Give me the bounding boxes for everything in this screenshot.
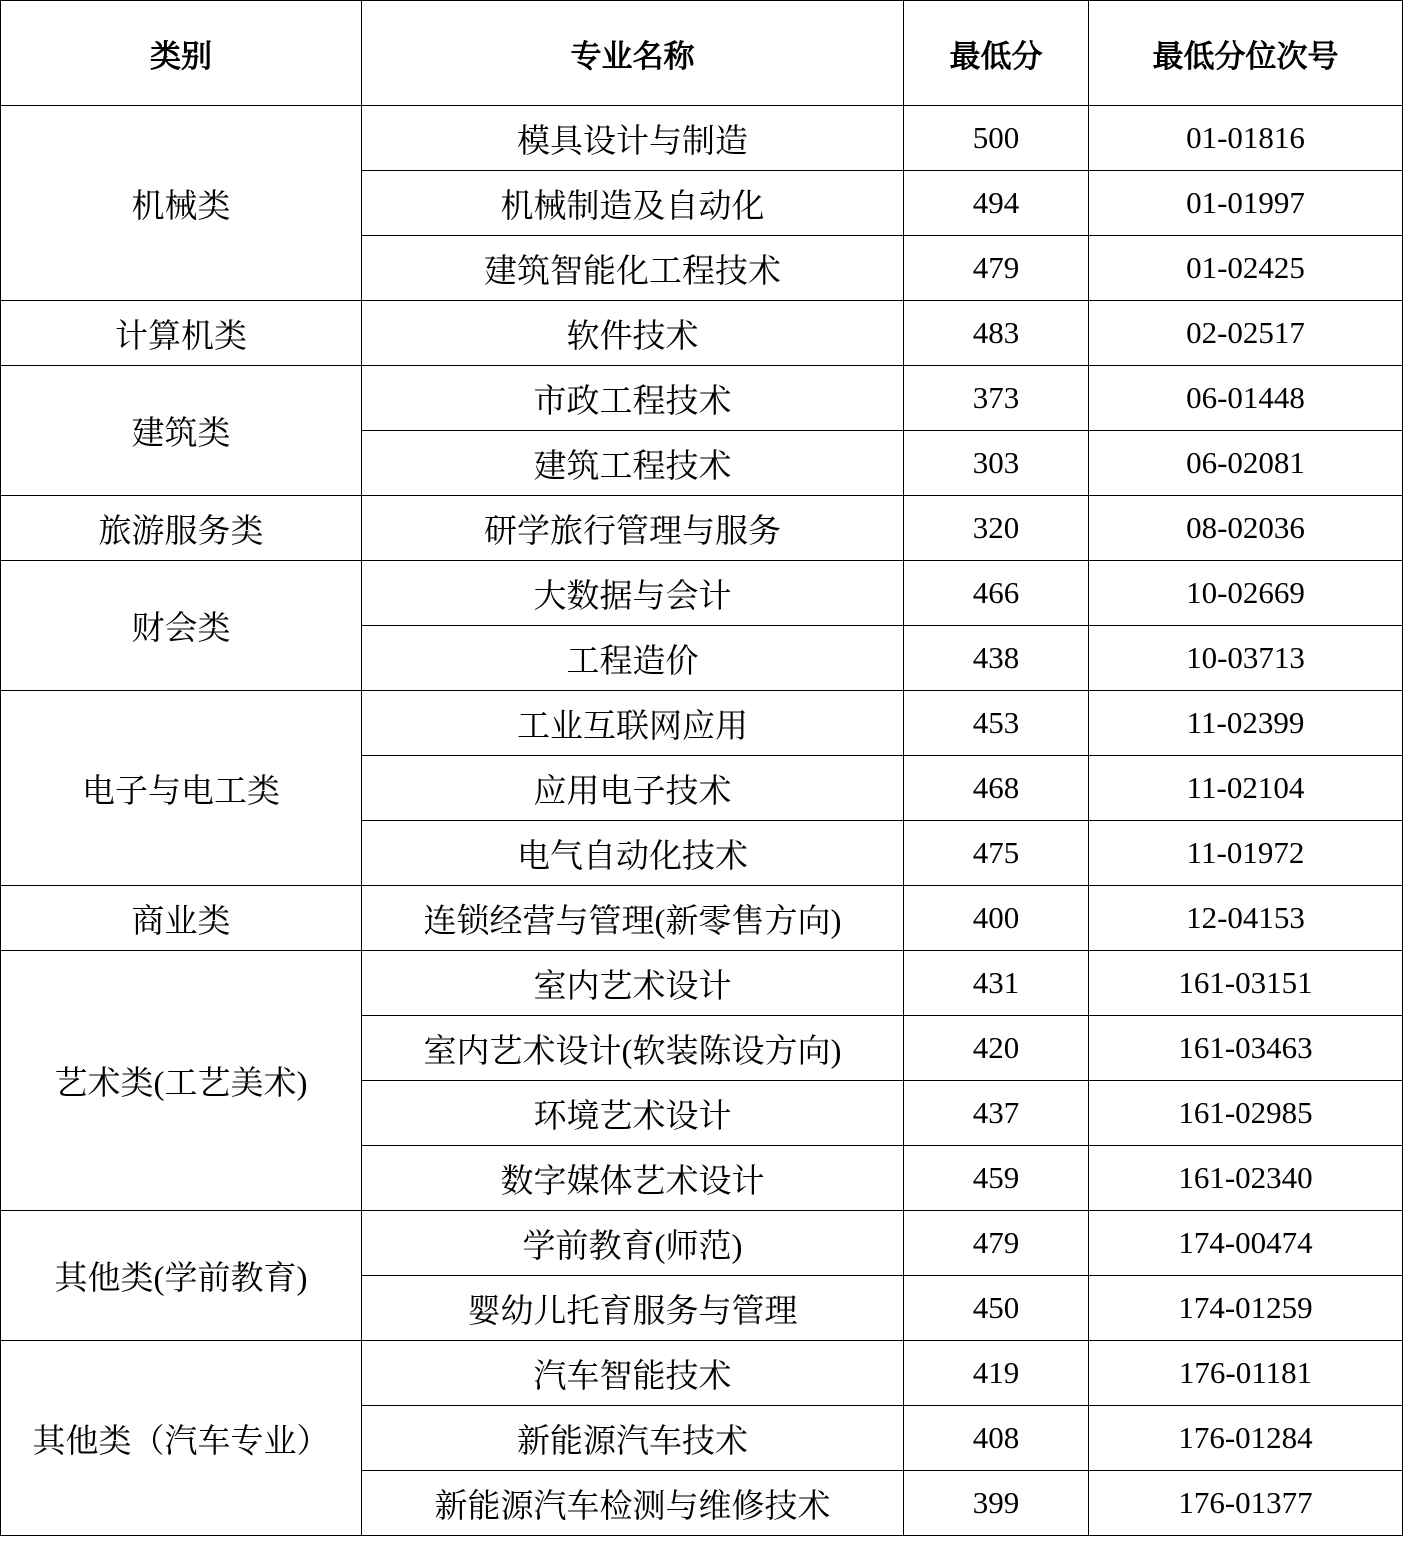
major-cell: 建筑工程技术 [362,431,904,496]
header-row [1,1,1403,106]
major-cell: 工程造价 [362,626,904,691]
min-rank-cell: 11-01972 [1089,821,1403,886]
major-cell: 环境艺术设计 [362,1081,904,1146]
min-rank-cell: 174-01259 [1089,1276,1403,1341]
table-row [1,366,1403,431]
min-rank-cell: 01-01816 [1089,106,1403,171]
min-score-cell: 437 [904,1081,1089,1146]
header-min-rank: 最低分位次号 [1089,1,1403,106]
category-cell: 其他类（汽车专业） [1,1341,362,1536]
min-score-cell: 438 [904,626,1089,691]
min-rank-cell: 02-02517 [1089,301,1403,366]
header-min-score: 最低分 [904,1,1089,106]
category-cell: 其他类(学前教育) [1,1211,362,1341]
major-cell: 应用电子技术 [362,756,904,821]
min-rank-cell: 10-02669 [1089,561,1403,626]
min-score-cell: 399 [904,1471,1089,1536]
table-row [1,1211,1403,1276]
table-row [1,496,1403,561]
major-cell: 建筑智能化工程技术 [362,236,904,301]
category-cell: 计算机类 [1,301,362,366]
category-cell: 旅游服务类 [1,496,362,561]
major-cell: 研学旅行管理与服务 [362,496,904,561]
min-score-cell: 400 [904,886,1089,951]
min-rank-cell: 161-02985 [1089,1081,1403,1146]
min-rank-cell: 06-02081 [1089,431,1403,496]
min-rank-cell: 12-04153 [1089,886,1403,951]
major-cell: 数字媒体艺术设计 [362,1146,904,1211]
min-score-cell: 466 [904,561,1089,626]
min-score-cell: 459 [904,1146,1089,1211]
min-rank-cell: 176-01181 [1089,1341,1403,1406]
min-rank-cell: 11-02399 [1089,691,1403,756]
table-row [1,106,1403,171]
min-score-cell: 468 [904,756,1089,821]
category-cell: 艺术类(工艺美术) [1,951,362,1211]
major-cell: 连锁经营与管理(新零售方向) [362,886,904,951]
min-rank-cell: 01-01997 [1089,171,1403,236]
min-score-cell: 419 [904,1341,1089,1406]
table-row [1,691,1403,756]
min-score-cell: 494 [904,171,1089,236]
min-score-cell: 431 [904,951,1089,1016]
min-rank-cell: 176-01377 [1089,1471,1403,1536]
min-score-cell: 373 [904,366,1089,431]
min-rank-cell: 08-02036 [1089,496,1403,561]
major-cell: 机械制造及自动化 [362,171,904,236]
table-row [1,561,1403,626]
min-score-cell: 453 [904,691,1089,756]
category-cell: 财会类 [1,561,362,691]
category-cell: 电子与电工类 [1,691,362,886]
min-rank-cell: 10-03713 [1089,626,1403,691]
table-row [1,301,1403,366]
min-score-cell: 303 [904,431,1089,496]
min-rank-cell: 06-01448 [1089,366,1403,431]
min-score-cell: 408 [904,1406,1089,1471]
major-cell: 模具设计与制造 [362,106,904,171]
min-score-cell: 475 [904,821,1089,886]
min-rank-cell: 01-02425 [1089,236,1403,301]
min-score-cell: 483 [904,301,1089,366]
min-score-cell: 420 [904,1016,1089,1081]
major-cell: 学前教育(师范) [362,1211,904,1276]
major-cell: 工业互联网应用 [362,691,904,756]
major-cell: 大数据与会计 [362,561,904,626]
category-cell: 商业类 [1,886,362,951]
table-row [1,1341,1403,1406]
min-score-cell: 500 [904,106,1089,171]
major-cell: 汽车智能技术 [362,1341,904,1406]
min-score-cell: 320 [904,496,1089,561]
major-cell: 婴幼儿托育服务与管理 [362,1276,904,1341]
min-score-cell: 479 [904,236,1089,301]
table-header [1,1,1403,106]
major-cell: 电气自动化技术 [362,821,904,886]
category-cell: 机械类 [1,106,362,301]
table-row [1,886,1403,951]
major-cell: 软件技术 [362,301,904,366]
min-score-cell: 450 [904,1276,1089,1341]
table-row [1,951,1403,1016]
category-cell: 建筑类 [1,366,362,496]
header-category: 类别 [1,1,362,106]
major-cell: 室内艺术设计(软装陈设方向) [362,1016,904,1081]
major-cell: 新能源汽车检测与维修技术 [362,1471,904,1536]
min-score-cell: 479 [904,1211,1089,1276]
min-rank-cell: 161-03151 [1089,951,1403,1016]
table-body [1,106,1403,1536]
min-rank-cell: 11-02104 [1089,756,1403,821]
min-rank-cell: 174-00474 [1089,1211,1403,1276]
min-rank-cell: 161-02340 [1089,1146,1403,1211]
major-cell: 室内艺术设计 [362,951,904,1016]
min-rank-cell: 176-01284 [1089,1406,1403,1471]
min-rank-cell: 161-03463 [1089,1016,1403,1081]
major-cell: 新能源汽车技术 [362,1406,904,1471]
header-major: 专业名称 [362,1,904,106]
major-cell: 市政工程技术 [362,366,904,431]
